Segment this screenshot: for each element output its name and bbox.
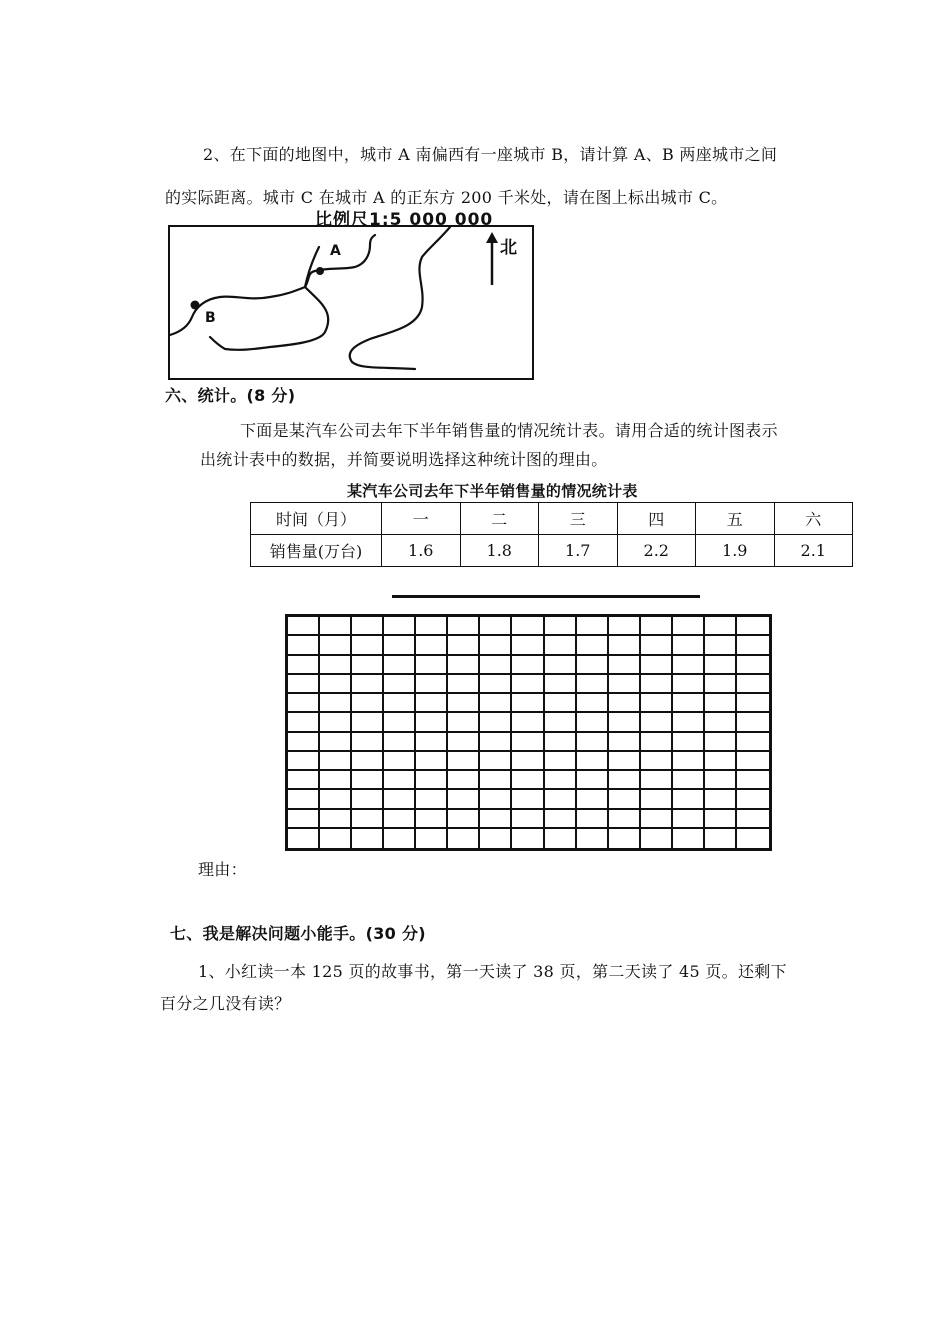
grid-cell [577,617,609,636]
grid-cell [480,752,512,771]
grid-cell [384,694,416,713]
grid-cell [480,829,512,848]
q1-text-line2: 百分之几没有读？ [160,994,291,1013]
grid-cell [448,733,480,752]
grid-cell [545,829,577,848]
grid-cell [288,771,320,790]
grid-cell [577,656,609,675]
grid-cell [737,810,769,829]
grid-cell [448,771,480,790]
grid-cell [577,733,609,752]
grid-cell [545,617,577,636]
grid-cell [480,675,512,694]
grid-cell [416,810,448,829]
grid-cell [673,733,705,752]
grid-cell [416,829,448,848]
grid-cell [352,771,384,790]
grid-cell [609,790,641,809]
grid-cell [320,771,352,790]
grid-cell [480,656,512,675]
grid-cell [320,810,352,829]
grid-cell [512,617,544,636]
grid-cell [673,771,705,790]
grid-cell [320,829,352,848]
grid-cell [416,752,448,771]
grid-cell [673,636,705,655]
grid-cell [737,752,769,771]
grid-cell [609,617,641,636]
grid-cell [609,636,641,655]
month-cell: 六 [774,503,853,535]
rivers-icon [170,227,532,378]
grid-cell [577,829,609,848]
map-scale: 比例尺1:5 000 000 [315,210,494,230]
grid-cell [416,733,448,752]
grid-cell [352,752,384,771]
grid-cell [737,617,769,636]
grid-cell [416,636,448,655]
grid-cell [609,771,641,790]
grid-cell [352,790,384,809]
grid-cell [673,790,705,809]
grid-cell [512,810,544,829]
grid-cell [416,656,448,675]
grid-cell [320,656,352,675]
chart-grid[interactable] [285,614,772,851]
grid-cell [448,713,480,732]
grid-cell [545,810,577,829]
grid-cell [288,810,320,829]
grid-cell [673,675,705,694]
grid-cell [320,713,352,732]
grid-cell [288,675,320,694]
grid-cell [512,675,544,694]
grid-cell [352,713,384,732]
grid-cell [384,752,416,771]
grid-cell [545,675,577,694]
grid-cell [705,790,737,809]
grid-cell [737,733,769,752]
grid-cell [577,752,609,771]
month-cell: 二 [460,503,539,535]
grid-cell [737,713,769,732]
grid-cell [352,675,384,694]
grid-cell [609,675,641,694]
grid-cell [288,694,320,713]
grid-cell [545,752,577,771]
grid-cell [577,790,609,809]
grid-cell [288,713,320,732]
grid-cell [320,617,352,636]
grid-cell [673,694,705,713]
section7-heading: 七、我是解决问题小能手。(30 分) [170,924,426,943]
q2-text-line1: 2、在下面的地图中，城市 A 南偏西有一座城市 B，请计算 A、B 两座城市之间 [203,145,778,164]
grid-cell [288,752,320,771]
grid-cell [480,636,512,655]
grid-cell [320,752,352,771]
grid-cell [416,790,448,809]
sales-cell: 1.7 [539,535,618,567]
grid-cell [641,636,673,655]
month-cell: 四 [617,503,696,535]
grid-cell [673,752,705,771]
grid-cell [705,733,737,752]
grid-cell [512,636,544,655]
grid-cell [609,656,641,675]
grid-cell [705,617,737,636]
grid-cell [673,829,705,848]
grid-cell [320,790,352,809]
table-title: 某汽车公司去年下半年销售量的情况统计表 [347,482,638,500]
grid-cell [352,829,384,848]
grid-cell [641,752,673,771]
grid-cell [737,771,769,790]
grid-cell [416,675,448,694]
grid-cell [352,617,384,636]
grid-cell [737,656,769,675]
row-header-time: 时间（月） [251,503,382,535]
grid-cell [512,790,544,809]
grid-cell [384,790,416,809]
grid-cell [480,713,512,732]
grid-cell [416,771,448,790]
grid-cell [545,771,577,790]
grid-cell [512,733,544,752]
grid-cell [512,656,544,675]
grid-cell [641,694,673,713]
grid-cell [320,733,352,752]
grid-cell [641,733,673,752]
grid-cell [384,771,416,790]
sales-cell: 1.8 [460,535,539,567]
section6-desc-line1: 下面是某汽车公司去年下半年销售量的情况统计表。请用合适的统计图表示 [240,421,778,440]
grid-cell [288,733,320,752]
section6-heading: 六、统计。(8 分) [165,386,296,405]
city-a-label: A [330,243,341,259]
grid-cell [673,656,705,675]
grid-cell [416,713,448,732]
grid-cell [448,790,480,809]
grid-cell [448,829,480,848]
grid-cell [480,617,512,636]
grid-cell [609,713,641,732]
grid-cell [288,617,320,636]
grid-cell [448,694,480,713]
grid-cell [352,694,384,713]
grid-cell [480,810,512,829]
q1-text-line1: 1、小红读一本 125 页的故事书，第一天读了 38 页，第二天读了 45 页。还剩下 [198,962,787,981]
grid-cell [577,810,609,829]
grid-cell [384,617,416,636]
sales-table [250,502,853,567]
grid-cell [288,829,320,848]
grid-cell [545,733,577,752]
grid-cell [641,829,673,848]
grid-cell [288,790,320,809]
reason-label: 理由： [198,860,247,879]
grid-cell [705,656,737,675]
grid-cell [384,713,416,732]
grid-cell [545,694,577,713]
month-cell: 一 [382,503,461,535]
grid-cell [641,790,673,809]
grid-cell [705,636,737,655]
grid-cell [737,636,769,655]
sales-cell: 1.6 [382,535,461,567]
grid-cell [673,810,705,829]
grid-cell [641,656,673,675]
grid-cell [609,752,641,771]
grid-cell [384,656,416,675]
grid-cell [609,694,641,713]
grid-cell [384,636,416,655]
grid-cell [480,694,512,713]
sales-cell: 1.9 [696,535,775,567]
grid-cell [288,636,320,655]
grid-cell [512,752,544,771]
grid-cell [320,694,352,713]
grid-cell [480,733,512,752]
grid-cell [577,694,609,713]
q2-text-line2: 的实际距离。城市 C 在城市 A 的正东方 200 千米处，请在图上标出城市 C。 [165,188,728,207]
grid-cell [577,771,609,790]
grid-cell [705,713,737,732]
month-cell: 五 [696,503,775,535]
grid-cell [384,810,416,829]
grid-cell [512,713,544,732]
grid-cell [512,694,544,713]
grid-cell [609,829,641,848]
grid-cell [480,771,512,790]
grid-cell [352,733,384,752]
section6-desc-line2: 出统计表中的数据，并简要说明选择这种统计图的理由。 [200,450,608,469]
grid-cell [705,694,737,713]
city-b-label: B [205,310,216,326]
table-row-sales [251,535,853,567]
grid-cell [641,771,673,790]
grid-cell [545,713,577,732]
grid-cell [448,656,480,675]
map-figure [168,225,534,380]
grid-cell [448,636,480,655]
grid-cell [448,617,480,636]
grid-cell [352,656,384,675]
grid-cell [705,771,737,790]
grid-cell [320,636,352,655]
grid-cell [384,829,416,848]
table-row-months [251,503,853,535]
grid-cell [641,617,673,636]
grid-cell [545,790,577,809]
grid-cell [737,829,769,848]
grid-cell [641,713,673,732]
grid-cell [416,617,448,636]
grid-cell [545,656,577,675]
sales-cell: 2.1 [774,535,853,567]
grid-cell [577,713,609,732]
grid-cell [480,790,512,809]
grid-cell [577,636,609,655]
north-label: 北 [500,238,517,258]
grid-cell [609,810,641,829]
sales-cell: 2.2 [617,535,696,567]
grid-cell [737,790,769,809]
grid-cell [448,810,480,829]
grid-cell [609,733,641,752]
row-header-sales: 销售量(万台) [251,535,382,567]
grid-cell [320,675,352,694]
grid-cell [288,656,320,675]
grid-cell [352,810,384,829]
grid-cell [512,829,544,848]
grid-cell [545,636,577,655]
grid-cell [416,694,448,713]
grid-cell [384,675,416,694]
month-cell: 三 [539,503,618,535]
grid-cell [705,829,737,848]
grid-cell [641,810,673,829]
grid-cell [352,636,384,655]
grid-cell [673,617,705,636]
grid-cell [577,675,609,694]
grid-cell [673,713,705,732]
grid-cell [705,810,737,829]
grid-cell [737,694,769,713]
grid-cell [737,675,769,694]
grid-cell [384,733,416,752]
grid-cell [641,675,673,694]
chart-title-blank[interactable] [392,595,700,598]
grid-cell [705,675,737,694]
grid-cell [448,675,480,694]
grid-cell [705,752,737,771]
grid-cell [448,752,480,771]
grid-cell [512,771,544,790]
